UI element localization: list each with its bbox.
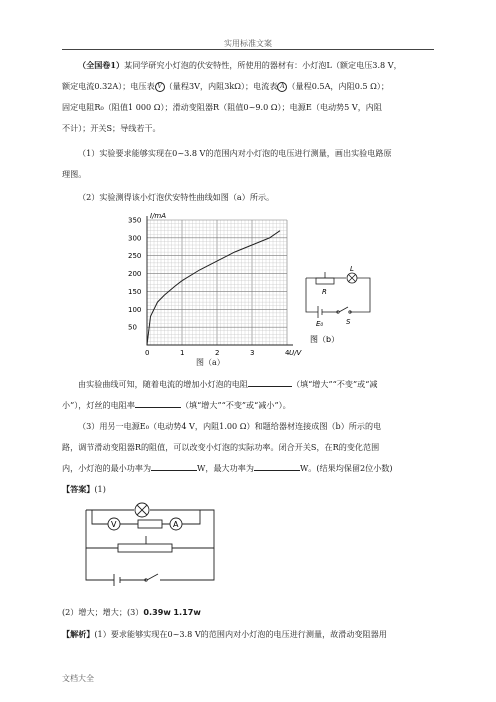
page-footer: 文档大全 (62, 674, 94, 683)
y-tick-label: 350 (128, 216, 142, 225)
problem-intro-2a: 额定电流0.32A）；电压表 (62, 81, 155, 91)
question-3-line-3 (62, 460, 434, 476)
answer-circuit (72, 488, 232, 598)
switch-symbol (147, 574, 158, 580)
answer-part2-line (62, 604, 434, 620)
question-2-text-2 (62, 397, 434, 413)
wire (86, 510, 118, 548)
answer-part1: (1) (94, 484, 106, 494)
answer-heading: 【答案】 (62, 484, 95, 494)
chart-axes (147, 216, 293, 345)
problem-intro-2c: （量程0.5A，内阻0.5 Ω）； (287, 81, 389, 91)
y-tick-label: 50 (128, 323, 137, 332)
question-1: （1）实验要求能够实现在0~3.8 V的范围内对小灯泡的电压进行测量，画出实验电路原 (78, 148, 392, 158)
problem-line-1 (62, 57, 434, 73)
battery-symbol (318, 306, 322, 318)
problem-intro-4: 不计）；开关S；导线若干。 (62, 123, 161, 133)
q2-text-1b: （填“增大”“不变”或“减 (291, 379, 378, 389)
q3-text-3c: W。(结果均保留2位小数) (299, 463, 393, 473)
problem-intro-3: 固定电阻R₀（阻值1 000 Ω）；滑动变阻器R（阻值0~9.0 Ω）；电源E（电动势5 V，内阻 (62, 102, 382, 112)
answer-blank-4[interactable] (254, 461, 300, 471)
x-tick-label: 1 (180, 349, 185, 357)
figure-a-caption: 图（a） (196, 358, 225, 367)
q2-text-2a: 小”），灯丝的电阻率 (62, 400, 135, 410)
wire (86, 510, 214, 548)
q3-text-3a: 内，小灯泡的最小功率为 (62, 463, 152, 473)
answer-part2-prefix: (2）增大；增大；(3） (62, 607, 144, 617)
analysis-heading: 【解析】 (62, 629, 95, 639)
label-L: L (350, 265, 354, 273)
circuit-b (298, 262, 378, 352)
y-axis-label: I/mA (150, 212, 167, 220)
analysis-line (62, 626, 434, 642)
question-3-line-1: （3）用另一电源E₀（电动势4 V，内阻1.00 Ω）和题给器材连接成图（b）所示的电 (78, 421, 382, 431)
label-S: S (346, 318, 351, 326)
q3-text-3b: W，最大功率为 (197, 463, 254, 473)
page-header: 实用标准文案 (224, 39, 272, 48)
meter-v-label: V (111, 520, 117, 529)
lamp-cross (349, 275, 356, 282)
x-tick-label: 4 (285, 349, 290, 357)
q2-text-1a: 由实验曲线可知，随着电流的增加小灯泡的电阻 (78, 379, 248, 389)
x-tick-label: 3 (250, 349, 255, 357)
chart-grid (147, 216, 293, 345)
rheostat-body (118, 544, 172, 552)
question-3-line-2: 路，调节滑动变阻器R的阻值，可以改变小灯泡的实际功率。闭合开关S，在R的变化范围 (62, 442, 380, 452)
wire (86, 548, 214, 580)
question-2: （2）实验测得该小灯泡伏安特性曲线如图（a）所示。 (78, 192, 275, 202)
answer-blank-3[interactable] (151, 461, 197, 471)
ammeter-symbol: A (277, 82, 287, 92)
question-2-text-1 (62, 376, 434, 392)
meter-a-label: A (173, 520, 179, 529)
label-E0: E₀ (316, 320, 324, 328)
y-tick-label: 150 (128, 287, 142, 296)
problem-line-2 (62, 78, 434, 94)
answer-min-power: 0.39w (143, 607, 171, 617)
voltmeter-symbol: V (155, 82, 165, 92)
question-1b: 理图。 (62, 169, 87, 179)
rheostat-symbol (316, 278, 334, 284)
fixed-resistor (138, 520, 162, 528)
problem-tag: （全国卷1） (78, 60, 125, 70)
problem-intro-2b: （量程3V，内阻3kΩ）；电流表 (164, 81, 278, 91)
y-tick-label: 300 (128, 234, 142, 243)
y-tick-label: 200 (128, 270, 142, 279)
answer-blank-2[interactable] (135, 398, 181, 408)
q2-text-2b: （填“增大”“不变”或“减小”）。 (180, 400, 291, 410)
x-axis-label: U/V (289, 349, 302, 357)
answer-blank-1[interactable] (248, 377, 292, 387)
iu-chart (125, 210, 300, 368)
problem-intro-1: 某同学研究小灯泡的伏安特性，所使用的器材有：小灯泡L（额定电压3.8 V， (124, 60, 402, 70)
answer-max-power: 1.17w (173, 607, 201, 617)
lamp-cross (137, 505, 147, 515)
y-tick-label: 100 (128, 305, 142, 314)
y-tick-label: 250 (128, 252, 142, 261)
switch-symbol (339, 307, 348, 312)
x-tick-label: 2 (215, 349, 220, 357)
figure-b-caption: 图（b） (310, 335, 340, 344)
analysis-text: (1）要求能够实现在0~3.8 V的范围内对小灯泡的电压进行测量，故滑动变阻器用 (94, 629, 387, 639)
label-R: R (322, 288, 327, 296)
x-tick-label: 0 (145, 349, 150, 357)
header-divider (62, 49, 434, 50)
battery-symbol (114, 574, 120, 586)
